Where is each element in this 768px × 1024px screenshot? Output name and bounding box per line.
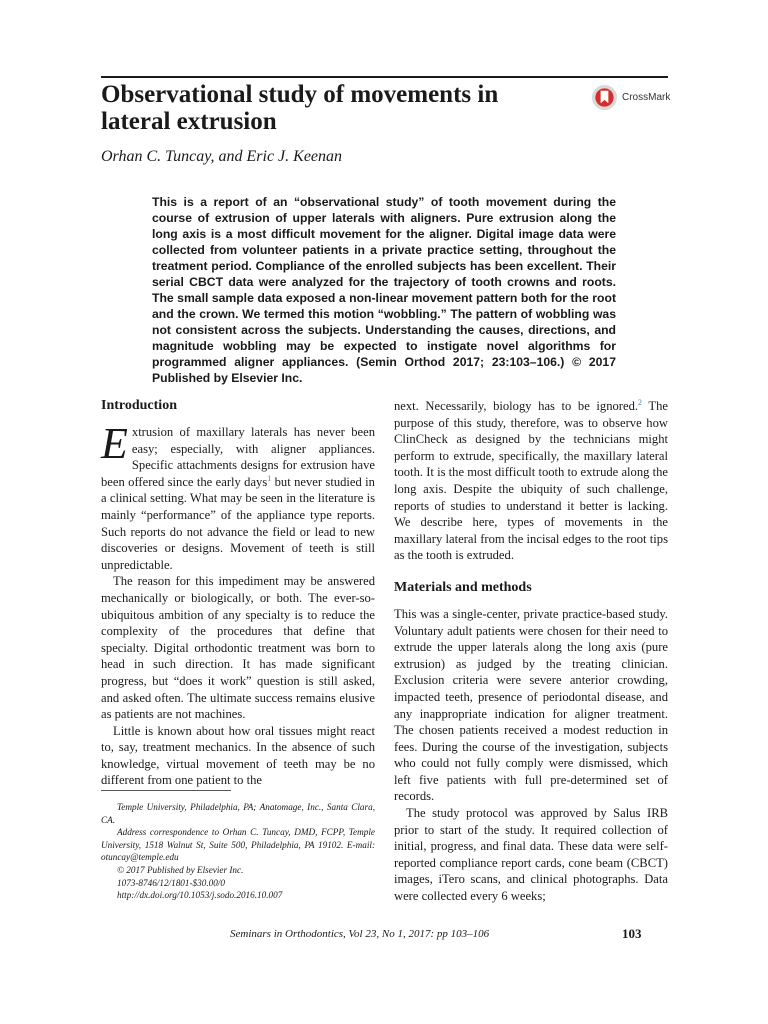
- section-heading-methods: Materials and methods: [394, 579, 532, 595]
- intro-paragraph-1: [101, 419, 375, 573]
- abstract: This is a report of an “observational study” of tooth movement during the course of extrusion of upper laterals with aligners. Pure extrusion along the long axis is a most difficult movement for the aligner. Digital image data were collected from volunteer patients in a private practice setting, throughout the treatment period. Compliance of the enrolled subjects has been excellent. Their serial CBCT data were analyzed for the trajectory of tooth crowns and roots. The small sample data exposed a non-linear movement pattern both for the root and the crown. We termed this motion “wobbling.” The pattern of wobbling was not consistent across the subjects. Understanding the causes, directions, and magnitude wobbling may be expected to instigate novel algorithms for programmed aligner appliances. (Semin Orthod 2017; 23:103–106.) © 2017 Published by Elsevier Inc.: [152, 195, 616, 385]
- methods-paragraph-1: This was a single-center, private practice-based study. Voluntary adult patients were chosen for their need to extrude the upper laterals along the long axis (pure extrusion) as judged by the treating clinician. Exclusion criteria were severe anterior crowding, impacted teeth, presence of periodontal disease, and any inappropriate indication for aligner treatment. The chosen patients received a modest reduction in fees. During the course of the investigation, subjects who could not fully comply were dismissed, which left five patients with full pre-determined set of records.: [394, 606, 668, 804]
- intro-p4-part-a: next. Necessarily, biology has to be ignored.: [394, 399, 639, 413]
- methods-paragraph-2: The study protocol was approved by Salus IRB prior to start of the study. It required collection of initial, progress, and final data. These data were self-reported compliance report cards, cone beam (CBCT) images, iTero scans, and clinical photographs. Data were collected every 6 weeks;: [394, 806, 668, 904]
- intro-p4-part-b: The purpose of this study, therefore, was to observe how ClinCheck as designed by the technicians might perform to extrude, specifically, the maxillary lateral tooth. It is the most difficult tooth to extrude along the long axis. Despite the ubiquity of such challenge, reports of studies to understand it better is lacking. We describe here, types of movements in the maxillary lateral from the incisal edges to the root tips as the tooth is extruded.: [394, 399, 668, 563]
- footnote-copyright: © 2017 Published by Elsevier Inc.: [117, 864, 244, 875]
- crossmark-badge[interactable]: [591, 84, 670, 111]
- intro-paragraph-4: [394, 398, 668, 564]
- footnote-correspondence: Address correspondence to Orhan C. Tuncay, DMD, FCPP, Temple University, 1518 Walnut St, Suite 500, Philadelphia, PA 19102. E-mail: otuncay@temple.edu: [101, 827, 375, 863]
- drop-cap: E: [101, 419, 128, 468]
- reference-link-2[interactable]: 2: [638, 397, 643, 407]
- footnotes: [101, 801, 375, 902]
- article-title: Observational study of movements in lateral extrusion: [101, 81, 499, 135]
- page-number: 103: [622, 926, 642, 941]
- intro-p1-part-b: but never studied in a clinical setting. What may be seen in the literature is mainly “performance” of the appliance type reports. Such reports do not advance the field or lead to new discoveries or designs. Movement of teeth is still unpredictable.: [101, 474, 375, 572]
- journal-footer: Seminars in Orthodontics, Vol 23, No 1, 2017: pp 103–106: [230, 928, 490, 940]
- left-column: [101, 397, 375, 789]
- crossmark-label: CrossMark: [622, 92, 671, 103]
- reference-link-1[interactable]: 1: [267, 473, 272, 483]
- footnote-affiliation: Temple University, Philadelphia, PA; Anatomage, Inc., Santa Clara, CA.: [101, 802, 375, 825]
- crossmark-icon: [591, 84, 618, 111]
- section-heading-introduction: Introduction: [101, 398, 177, 413]
- authors: Orhan C. Tuncay, and Eric J. Keenan: [101, 148, 343, 165]
- footnote-rule: [101, 790, 231, 791]
- top-rule: [101, 76, 668, 78]
- intro-p1-part-a: xtrusion of maxillary laterals has never been easy; especially, with aligner appliances. Specific attachments designs for extrusion have been offered since the early days: [101, 425, 375, 489]
- right-column: [394, 398, 668, 905]
- intro-paragraph-2: The reason for this impediment may be answered mechanically or biologically, or both. The ever-so-ubiquitous ambition of any specialty is to reduce the complexity of the procedures that define that specialty. Digital orthodontic treatment was born to head in such direction. It has made significant progress, but “does it work” question is still asked, and asked often. The ultimate success remains elusive as patients are not machines.: [101, 574, 375, 722]
- footnote-doi[interactable]: http://dx.doi.org/10.1053/j.sodo.2016.10.007: [117, 890, 283, 901]
- footnote-issn: 1073-8746/12/1801-$30.00/0: [117, 877, 225, 888]
- intro-paragraph-3: Little is known about how oral tissues might react to, say, treatment mechanics. In the absence of such knowledge, virtual movement of teeth may be no different from one patient to the: [101, 723, 375, 788]
